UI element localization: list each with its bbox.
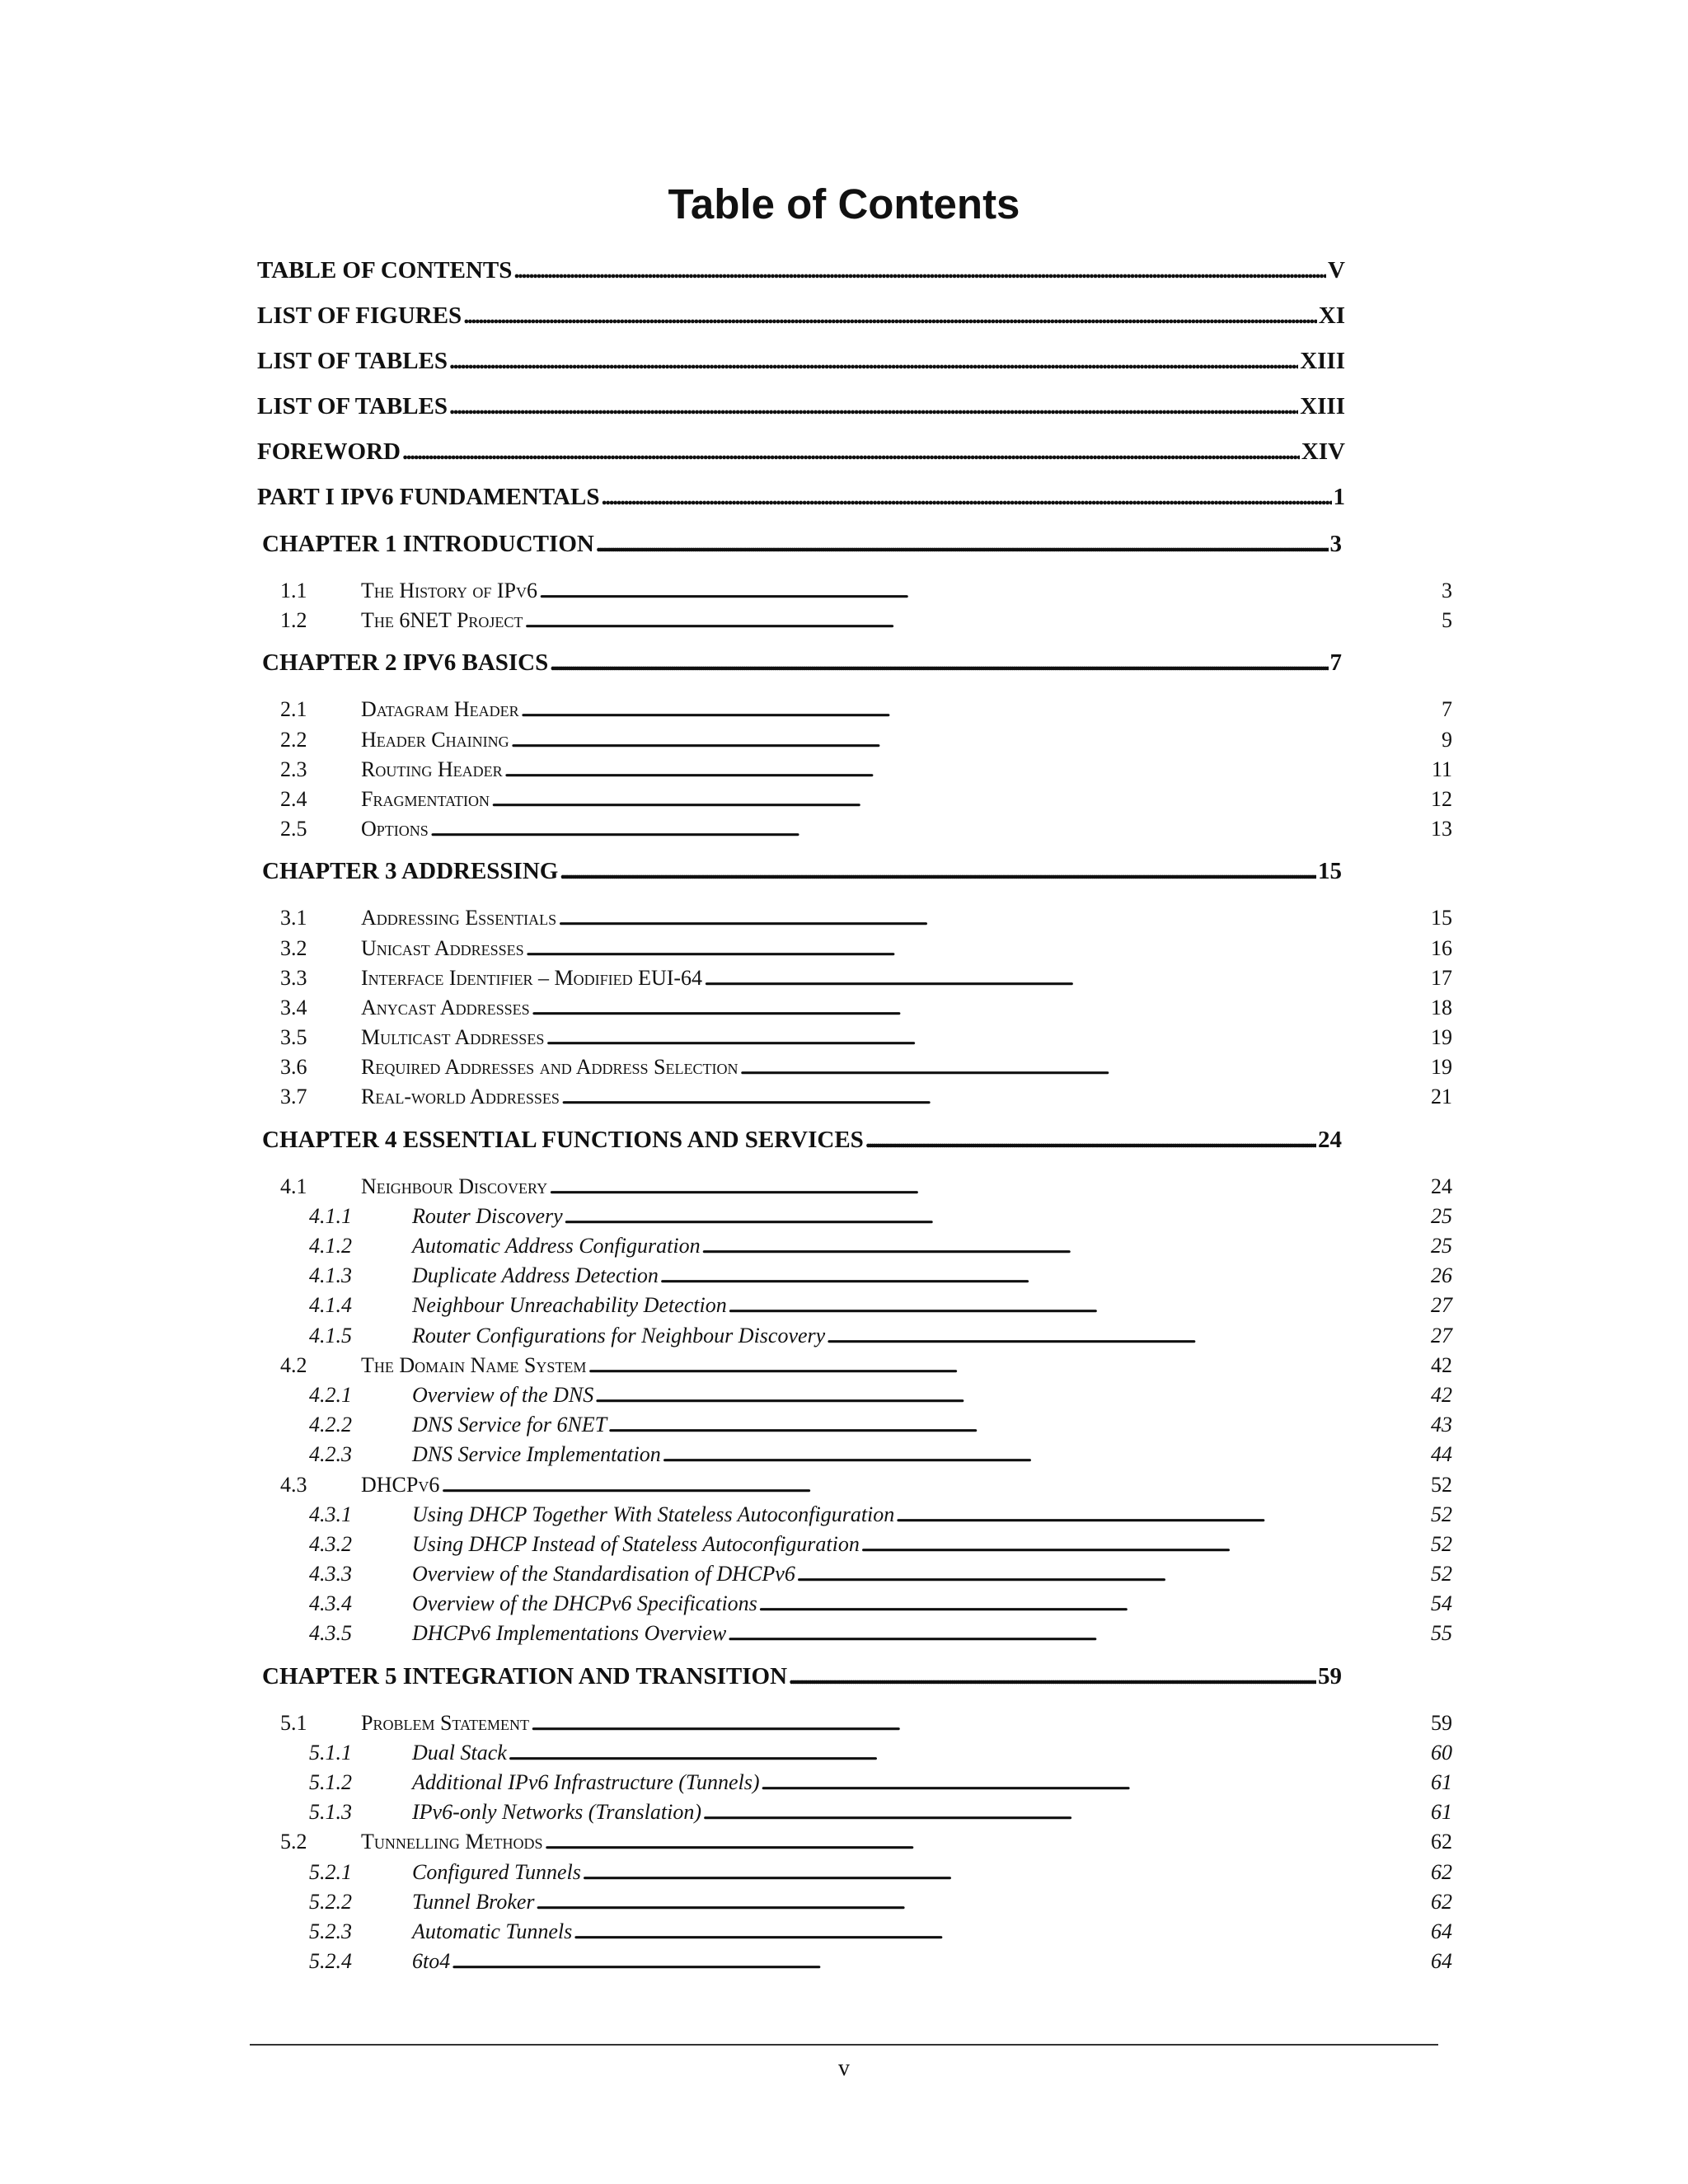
page-number: 62: [1431, 1859, 1452, 1884]
subsection-title: Overview of the DNS: [412, 1382, 594, 1407]
section-title: Datagram Header: [361, 697, 519, 722]
section-number: 2.2: [280, 727, 307, 752]
page-number: 19: [1431, 1025, 1452, 1050]
toc-chapter[interactable]: [262, 1127, 1342, 1169]
subsection-number: 5.2.4: [309, 1949, 352, 1974]
section-number: 4.1: [280, 1174, 307, 1198]
subsection-title: DNS Service for 6NET: [412, 1413, 607, 1437]
subsection-number: 5.2.2: [309, 1889, 352, 1914]
toc-chapter[interactable]: [262, 858, 1342, 901]
page-number: XI: [1318, 302, 1345, 329]
footer-page-number: v: [838, 2055, 850, 2081]
section-number: 5.1: [280, 1710, 307, 1735]
section-number: 4.2: [280, 1352, 307, 1377]
entry-title: TABLE OF CONTENTS: [257, 257, 513, 284]
toc-chapter[interactable]: [262, 1663, 1342, 1706]
section-title: Options: [361, 817, 429, 841]
subsection-number: 4.2.3: [309, 1442, 352, 1467]
section-number: 2.3: [280, 757, 307, 781]
subsection-number: 4.3.2: [309, 1531, 352, 1556]
toc-subsection[interactable]: [309, 1800, 1452, 1830]
page-number: 13: [1431, 817, 1452, 841]
chapter-title: CHAPTER 5 INTEGRATION AND TRANSITION: [262, 1662, 788, 1690]
section-number: 2.4: [280, 786, 307, 811]
toc-subsection[interactable]: [309, 1919, 1452, 1949]
toc-section[interactable]: [280, 1174, 1452, 1204]
subsection-number: 5.1.2: [309, 1770, 352, 1794]
page-number: 16: [1431, 935, 1452, 960]
subsection-number: 4.1.5: [309, 1323, 352, 1347]
subsection-title: Overview of the DHCPv6 Specifications: [412, 1591, 757, 1616]
page-number: 44: [1431, 1442, 1452, 1467]
toc-section[interactable]: [280, 1025, 1452, 1055]
page-number: 25: [1431, 1234, 1452, 1258]
page-number: 59: [1431, 1710, 1452, 1735]
entry-title: PART I IPV6 FUNDAMENTALS: [257, 484, 600, 510]
section-number: 3.1: [280, 906, 307, 930]
page-number: 62: [1431, 1830, 1452, 1854]
toc-entry[interactable]: [257, 257, 1345, 302]
subsection-title: Configured Tunnels: [412, 1859, 581, 1884]
section-number: 1.2: [280, 608, 307, 633]
page-number: 42: [1431, 1352, 1452, 1377]
page-number: 12: [1431, 786, 1452, 811]
toc-section[interactable]: [280, 1830, 1452, 1859]
toc-subsection[interactable]: [309, 1532, 1452, 1562]
section-number: 3.2: [280, 935, 307, 960]
section-title: Addressing Essentials: [361, 906, 557, 930]
page-number: 54: [1431, 1591, 1452, 1616]
toc-entry[interactable]: [257, 438, 1345, 484]
toc-subsection[interactable]: [309, 1591, 1452, 1621]
subsection-number: 4.2.2: [309, 1413, 352, 1437]
subsection-title: IPv6-only Networks (Translation): [412, 1800, 701, 1825]
toc-entry[interactable]: [257, 348, 1345, 393]
toc-section[interactable]: [280, 1085, 1452, 1114]
chapter-title: CHAPTER 1 INTRODUCTION: [262, 531, 594, 557]
subsection-title: Tunnel Broker: [412, 1889, 535, 1914]
footer-divider: [250, 2044, 1438, 2046]
page-number: 7: [1442, 697, 1452, 722]
section-number: 5.2: [280, 1830, 307, 1854]
toc-chapter[interactable]: [262, 649, 1342, 692]
toc-section[interactable]: [280, 728, 1452, 757]
chapter-title: CHAPTER 3 ADDRESSING: [262, 858, 559, 885]
toc-section[interactable]: [280, 787, 1452, 817]
section-title: Tunnelling Methods: [361, 1830, 543, 1854]
page-number: 59: [1318, 1662, 1342, 1690]
subsection-title: Automatic Address Configuration: [412, 1234, 701, 1258]
section-number: 3.5: [280, 1025, 307, 1050]
toc-section[interactable]: [280, 697, 1452, 727]
toc-section[interactable]: [280, 1055, 1452, 1085]
toc-entry[interactable]: [257, 302, 1345, 348]
toc-section[interactable]: [280, 1353, 1452, 1383]
toc-section[interactable]: [280, 996, 1452, 1025]
subsection-title: Duplicate Address Detection: [412, 1263, 659, 1288]
page-number: 27: [1431, 1293, 1452, 1318]
section-title: DHCPv6: [361, 1472, 440, 1497]
page-number: 43: [1431, 1413, 1452, 1437]
toc-section[interactable]: [280, 1711, 1452, 1741]
subsection-number: 4.1.1: [309, 1203, 352, 1228]
page-number: XIII: [1300, 393, 1345, 419]
toc-subsection[interactable]: [309, 1293, 1452, 1323]
toc-subsection[interactable]: [309, 1770, 1452, 1800]
page-number: 52: [1431, 1472, 1452, 1497]
toc-subsection[interactable]: [309, 1413, 1452, 1442]
subsection-title: Router Configurations for Neighbour Discovery: [412, 1323, 826, 1347]
subsection-title: DNS Service Implementation: [412, 1442, 661, 1467]
section-title: Anycast Addresses: [361, 995, 530, 1019]
toc-subsection[interactable]: [309, 1263, 1452, 1293]
page-number: XIII: [1300, 348, 1345, 374]
toc-subsection[interactable]: [309, 1234, 1452, 1263]
section-number: 3.6: [280, 1055, 307, 1080]
toc-subsection[interactable]: [309, 1949, 1452, 1979]
page-number: 61: [1431, 1770, 1452, 1794]
page-number: 5: [1442, 608, 1452, 633]
toc-subsection[interactable]: [309, 1741, 1452, 1770]
page-number: 24: [1431, 1174, 1452, 1198]
section-number: 1.1: [280, 579, 307, 602]
section-title: Routing Header: [361, 757, 503, 781]
section-title: Interface Identifier – Modified EUI-64: [361, 965, 703, 990]
subsection-number: 5.1.3: [309, 1800, 352, 1825]
section-title: Neighbour Discovery: [361, 1174, 548, 1198]
page-number: 15: [1431, 906, 1452, 930]
subsection-title: Overview of the Standardisation of DHCPv6: [412, 1562, 795, 1586]
chapter-title: CHAPTER 4 ESSENTIAL FUNCTIONS AND SERVICES: [262, 1126, 864, 1153]
section-number: 4.3: [280, 1472, 307, 1497]
toc-subsection[interactable]: [309, 1621, 1452, 1651]
entry-title: LIST OF TABLES: [257, 393, 448, 419]
section-number: 2.1: [280, 697, 307, 722]
toc-subsection[interactable]: [309, 1324, 1452, 1353]
section-title: Real-world Addresses: [361, 1085, 560, 1109]
page-number: 7: [1329, 649, 1342, 677]
table-of-contents: [257, 257, 1452, 1979]
page-number: 64: [1431, 1919, 1452, 1943]
section-number: 3.3: [280, 965, 307, 990]
section-number: 3.4: [280, 995, 307, 1019]
section-title: Unicast Addresses: [361, 935, 524, 960]
page-number: XIV: [1301, 438, 1345, 465]
page-number: 27: [1431, 1323, 1452, 1347]
page-title: Table of Contents: [668, 180, 1020, 227]
entry-title: LIST OF FIGURES: [257, 302, 462, 329]
page-number: 3: [1329, 531, 1342, 557]
toc-section[interactable]: [280, 966, 1452, 996]
page-number: 64: [1431, 1949, 1452, 1974]
page-number: 26: [1431, 1263, 1452, 1288]
page-number: 21: [1431, 1085, 1452, 1109]
page-number: 52: [1431, 1531, 1452, 1556]
page-number: 55: [1431, 1621, 1452, 1646]
subsection-number: 4.1.3: [309, 1263, 352, 1288]
page-number: 9: [1442, 727, 1452, 752]
subsection-title: DHCPv6 Implementations Overview: [412, 1621, 727, 1646]
subsection-number: 5.1.1: [309, 1740, 352, 1765]
section-title: Fragmentation: [361, 786, 490, 811]
toc-subsection[interactable]: [309, 1502, 1452, 1532]
section-title: Problem Statement: [361, 1710, 529, 1735]
page-number: 18: [1431, 995, 1452, 1019]
section-number: 2.5: [280, 817, 307, 841]
toc-section[interactable]: [280, 1473, 1452, 1502]
page-number: 11: [1431, 757, 1452, 781]
subsection-title: 6to4: [412, 1949, 451, 1974]
entry-title: FOREWORD: [257, 438, 401, 465]
subsection-number: 4.3.3: [309, 1562, 352, 1586]
subsection-title: Additional IPv6 Infrastructure (Tunnels): [412, 1770, 760, 1794]
subsection-number: 4.1.4: [309, 1293, 352, 1318]
subsection-number: 4.3.1: [309, 1502, 352, 1526]
toc-section[interactable]: [280, 608, 1452, 638]
page-number: 61: [1431, 1800, 1452, 1825]
page-number: V: [1328, 257, 1345, 284]
subsection-number: 4.2.1: [309, 1382, 352, 1407]
section-title: The 6NET Project: [361, 608, 523, 633]
page-number: 3: [1442, 579, 1452, 602]
toc-subsection[interactable]: [309, 1442, 1452, 1472]
page-number: 60: [1431, 1740, 1452, 1765]
subsection-number: 4.3.4: [309, 1591, 352, 1616]
page-number: 17: [1431, 965, 1452, 990]
toc-section[interactable]: [280, 817, 1452, 846]
subsection-title: Neighbour Unreachability Detection: [412, 1293, 727, 1318]
toc-subsection[interactable]: [309, 1860, 1452, 1890]
section-number: 3.7: [280, 1085, 307, 1109]
toc-chapter[interactable]: [262, 531, 1342, 574]
page-number: 52: [1431, 1562, 1452, 1586]
chapter-title: CHAPTER 2 IPV6 BASICS: [262, 649, 549, 677]
page-number: 15: [1318, 858, 1342, 885]
toc-entry[interactable]: [257, 393, 1345, 438]
page-number: 42: [1431, 1382, 1452, 1407]
subsection-title: Using DHCP Instead of Stateless Autoconfiguration: [412, 1531, 860, 1556]
subsection-number: 5.2.1: [309, 1859, 352, 1884]
subsection-title: Dual Stack: [412, 1740, 507, 1765]
toc-subsection[interactable]: [309, 1890, 1452, 1919]
toc-section[interactable]: [280, 579, 1452, 608]
toc-subsection[interactable]: [309, 1383, 1452, 1413]
subsection-number: 4.1.2: [309, 1234, 352, 1258]
page-number: 24: [1318, 1126, 1342, 1153]
page-number: 52: [1431, 1502, 1452, 1526]
section-title: Multicast Addresses: [361, 1025, 545, 1050]
toc-section[interactable]: [280, 757, 1452, 787]
subsection-title: Router Discovery: [412, 1203, 563, 1228]
toc-section[interactable]: [280, 936, 1452, 966]
entry-title: LIST OF TABLES: [257, 348, 448, 374]
section-title: The History of IPv6: [361, 579, 537, 602]
subsection-title: Automatic Tunnels: [412, 1919, 573, 1943]
toc-section[interactable]: [280, 906, 1452, 935]
section-title: The Domain Name System: [361, 1352, 587, 1377]
subsection-number: 4.3.5: [309, 1621, 352, 1646]
toc-subsection[interactable]: [309, 1562, 1452, 1591]
subsection-number: 5.2.3: [309, 1919, 352, 1943]
toc-entry-part[interactable]: [257, 484, 1345, 529]
page-number: 1: [1333, 484, 1345, 510]
section-title: Required Addresses and Address Selection: [361, 1055, 738, 1080]
page-number: 19: [1431, 1055, 1452, 1080]
page-number: 62: [1431, 1889, 1452, 1914]
page-number: 25: [1431, 1203, 1452, 1228]
subsection-title: Using DHCP Together With Stateless Autoconfiguration: [412, 1502, 895, 1526]
toc-subsection[interactable]: [309, 1204, 1452, 1234]
section-title: Header Chaining: [361, 727, 509, 752]
